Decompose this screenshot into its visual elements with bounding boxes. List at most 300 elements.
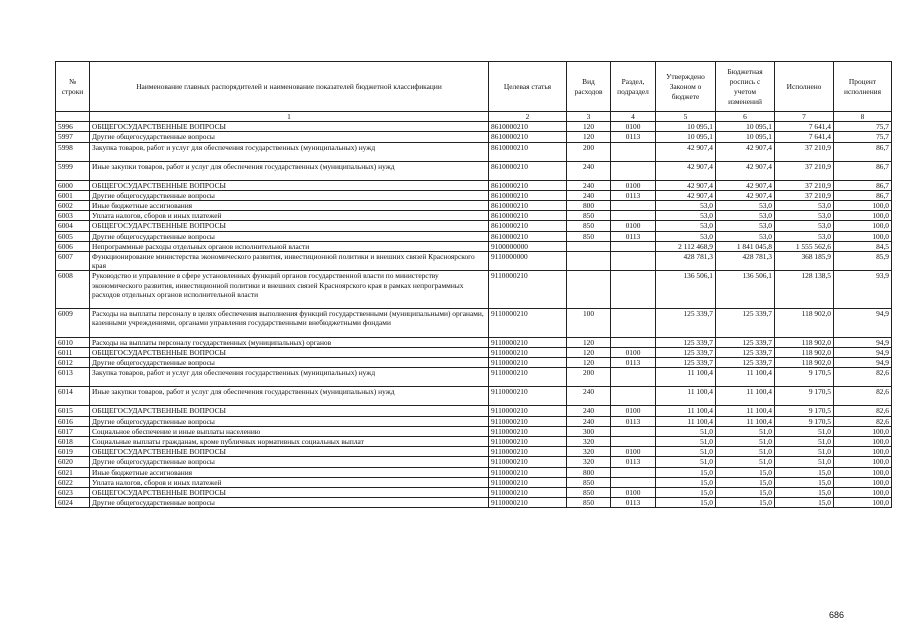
row-name: Расходы на выплаты персоналу государственных (муниципальных) органов bbox=[90, 337, 489, 347]
row-budget-schedule: 53,0 bbox=[716, 211, 775, 221]
row-section: 0100 bbox=[611, 180, 656, 190]
row-expense-type bbox=[567, 271, 611, 309]
row-section bbox=[611, 252, 656, 271]
row-expense-type: 320 bbox=[567, 437, 611, 447]
table-row bbox=[56, 161, 892, 180]
row-executed: 118 902,0 bbox=[775, 358, 834, 368]
header-section: Раздел, подраздел bbox=[611, 62, 656, 112]
page-number: 686 bbox=[829, 610, 845, 620]
row-approved: 125 339,7 bbox=[656, 309, 716, 338]
row-name: Иные бюджетные ассигнования bbox=[90, 467, 489, 477]
row-number: 6003 bbox=[56, 211, 90, 221]
row-expense-type: 120 bbox=[567, 132, 611, 142]
row-number: 6007 bbox=[56, 252, 90, 271]
row-executed: 9 170,5 bbox=[775, 368, 834, 387]
row-name: Иные бюджетные ассигнования bbox=[90, 201, 489, 211]
table-row bbox=[56, 142, 892, 161]
column-number: 4 bbox=[611, 112, 656, 122]
row-section: 0100 bbox=[611, 406, 656, 416]
row-budget-schedule: 42 907,4 bbox=[716, 161, 775, 180]
row-executed: 118 902,0 bbox=[775, 309, 834, 338]
row-target-article: 9100000000 bbox=[489, 241, 567, 251]
row-percent: 86,7 bbox=[834, 142, 892, 161]
row-budget-schedule: 42 907,4 bbox=[716, 180, 775, 190]
row-section: 0113 bbox=[611, 498, 656, 508]
header-budget-schedule: Бюджетная роспись с учетом изменений bbox=[716, 62, 775, 112]
row-number: 5999 bbox=[56, 161, 90, 180]
row-name: Закупка товаров, работ и услуг для обеспечения государственных (муниципальных) нужд bbox=[90, 368, 489, 387]
row-approved: 2 112 468,9 bbox=[656, 241, 716, 251]
row-target-article: 9110000210 bbox=[489, 406, 567, 416]
row-expense-type: 120 bbox=[567, 122, 611, 132]
row-executed: 37 210,9 bbox=[775, 142, 834, 161]
row-name: Иные закупки товаров, работ и услуг для обеспечения государственных (муниципальных) нужд bbox=[90, 387, 489, 406]
row-approved: 428 781,3 bbox=[656, 252, 716, 271]
row-budget-schedule: 11 100,4 bbox=[716, 368, 775, 387]
row-name: Иные закупки товаров, работ и услуг для обеспечения государственных (муниципальных) нужд bbox=[90, 161, 489, 180]
row-number: 6017 bbox=[56, 426, 90, 436]
row-budget-schedule: 51,0 bbox=[716, 426, 775, 436]
table-row bbox=[56, 387, 892, 406]
row-target-article: 9110000210 bbox=[489, 271, 567, 309]
row-percent: 100,0 bbox=[834, 467, 892, 477]
row-executed: 53,0 bbox=[775, 221, 834, 231]
table-row bbox=[56, 498, 892, 508]
row-approved: 53,0 bbox=[656, 231, 716, 241]
table-row bbox=[56, 406, 892, 416]
row-executed: 118 902,0 bbox=[775, 348, 834, 358]
row-percent: 84,5 bbox=[834, 241, 892, 251]
row-expense-type: 240 bbox=[567, 416, 611, 426]
row-expense-type: 200 bbox=[567, 142, 611, 161]
row-budget-schedule: 10 095,1 bbox=[716, 132, 775, 142]
row-executed: 37 210,9 bbox=[775, 190, 834, 200]
row-executed: 15,0 bbox=[775, 477, 834, 487]
row-expense-type: 240 bbox=[567, 387, 611, 406]
row-percent: 100,0 bbox=[834, 437, 892, 447]
row-target-article: 8610000210 bbox=[489, 132, 567, 142]
row-section bbox=[611, 211, 656, 221]
row-approved: 53,0 bbox=[656, 221, 716, 231]
row-executed: 128 138,5 bbox=[775, 271, 834, 309]
row-expense-type: 240 bbox=[567, 161, 611, 180]
row-target-article: 9110000210 bbox=[489, 309, 567, 338]
row-percent: 100,0 bbox=[834, 231, 892, 241]
header-executed: Исполнено bbox=[775, 62, 834, 112]
table-row bbox=[56, 467, 892, 477]
row-budget-schedule: 11 100,4 bbox=[716, 406, 775, 416]
row-expense-type: 240 bbox=[567, 180, 611, 190]
row-section: 0113 bbox=[611, 132, 656, 142]
row-number: 6010 bbox=[56, 337, 90, 347]
row-name: Руководство и управление в сфере установленных функций органов государственной власти по министерству экономического развития, инвестиционной политики и внешних связей Красноярского края в рамках непрограммных расходов отдельных органов исполнительной власти bbox=[90, 271, 489, 309]
row-approved: 11 100,4 bbox=[656, 368, 716, 387]
row-number: 6001 bbox=[56, 190, 90, 200]
row-number: 6011 bbox=[56, 348, 90, 358]
row-budget-schedule: 51,0 bbox=[716, 437, 775, 447]
row-budget-schedule: 51,0 bbox=[716, 457, 775, 467]
row-name: Расходы на выплаты персоналу в целях обеспечения выполнения функций государственными (муниципальными) органами, казенными учреждениями, органами управления государственными внебюджетными фондами bbox=[90, 309, 489, 338]
row-name: ОБЩЕГОСУДАРСТВЕННЫЕ ВОПРОСЫ bbox=[90, 348, 489, 358]
row-budget-schedule: 136 506,1 bbox=[716, 271, 775, 309]
row-expense-type bbox=[567, 241, 611, 251]
row-section: 0113 bbox=[611, 457, 656, 467]
row-percent: 100,0 bbox=[834, 211, 892, 221]
table-row bbox=[56, 368, 892, 387]
row-expense-type: 800 bbox=[567, 467, 611, 477]
row-number: 6024 bbox=[56, 498, 90, 508]
row-section: 0100 bbox=[611, 488, 656, 498]
row-section bbox=[611, 368, 656, 387]
row-percent: 100,0 bbox=[834, 457, 892, 467]
row-section: 0100 bbox=[611, 348, 656, 358]
row-number: 6023 bbox=[56, 488, 90, 498]
table-row bbox=[56, 358, 892, 368]
table-row bbox=[56, 132, 892, 142]
row-target-article: 9110000210 bbox=[489, 387, 567, 406]
table-row bbox=[56, 457, 892, 467]
row-approved: 42 907,4 bbox=[656, 180, 716, 190]
row-target-article: 9110000210 bbox=[489, 498, 567, 508]
row-section bbox=[611, 241, 656, 251]
row-approved: 15,0 bbox=[656, 477, 716, 487]
row-approved: 10 095,1 bbox=[656, 132, 716, 142]
row-target-article: 9110000210 bbox=[489, 488, 567, 498]
row-name: ОБЩЕГОСУДАРСТВЕННЫЕ ВОПРОСЫ bbox=[90, 447, 489, 457]
row-percent: 86,7 bbox=[834, 190, 892, 200]
row-approved: 53,0 bbox=[656, 201, 716, 211]
row-target-article: 8610000210 bbox=[489, 161, 567, 180]
row-number: 6006 bbox=[56, 241, 90, 251]
row-executed: 15,0 bbox=[775, 488, 834, 498]
row-section: 0113 bbox=[611, 190, 656, 200]
row-approved: 11 100,4 bbox=[656, 416, 716, 426]
row-budget-schedule: 125 339,7 bbox=[716, 337, 775, 347]
row-target-article: 9110000210 bbox=[489, 447, 567, 457]
table-row bbox=[56, 271, 892, 309]
row-budget-schedule: 428 781,3 bbox=[716, 252, 775, 271]
row-percent: 86,7 bbox=[834, 161, 892, 180]
row-name: Уплата налогов, сборов и иных платежей bbox=[90, 477, 489, 487]
row-budget-schedule: 15,0 bbox=[716, 498, 775, 508]
row-budget-schedule: 53,0 bbox=[716, 201, 775, 211]
row-target-article: 9110000210 bbox=[489, 426, 567, 436]
column-number: 1 bbox=[90, 112, 489, 122]
row-percent: 100,0 bbox=[834, 447, 892, 457]
row-section bbox=[611, 142, 656, 161]
row-number: 6015 bbox=[56, 406, 90, 416]
row-budget-schedule: 125 339,7 bbox=[716, 348, 775, 358]
table-row bbox=[56, 190, 892, 200]
column-number: 7 bbox=[775, 112, 834, 122]
row-executed: 9 170,5 bbox=[775, 416, 834, 426]
row-executed: 51,0 bbox=[775, 426, 834, 436]
row-executed: 15,0 bbox=[775, 498, 834, 508]
row-budget-schedule: 53,0 bbox=[716, 221, 775, 231]
row-approved: 15,0 bbox=[656, 498, 716, 508]
row-number: 6013 bbox=[56, 368, 90, 387]
row-budget-schedule: 1 841 045,8 bbox=[716, 241, 775, 251]
row-percent: 93,9 bbox=[834, 271, 892, 309]
row-section bbox=[611, 437, 656, 447]
table-row bbox=[56, 426, 892, 436]
row-percent: 94,9 bbox=[834, 337, 892, 347]
row-budget-schedule: 51,0 bbox=[716, 447, 775, 457]
row-percent: 100,0 bbox=[834, 477, 892, 487]
row-executed: 37 210,9 bbox=[775, 161, 834, 180]
row-number: 6014 bbox=[56, 387, 90, 406]
column-number: 8 bbox=[834, 112, 892, 122]
row-executed: 51,0 bbox=[775, 457, 834, 467]
table-row bbox=[56, 180, 892, 190]
row-name: ОБЩЕГОСУДАРСТВЕННЫЕ ВОПРОСЫ bbox=[90, 122, 489, 132]
row-target-article: 8610000210 bbox=[489, 201, 567, 211]
row-expense-type: 300 bbox=[567, 426, 611, 436]
row-approved: 51,0 bbox=[656, 457, 716, 467]
row-budget-schedule: 10 095,1 bbox=[716, 122, 775, 132]
row-target-article: 8610000210 bbox=[489, 180, 567, 190]
row-percent: 94,9 bbox=[834, 309, 892, 338]
table-row bbox=[56, 477, 892, 487]
row-target-article: 8610000210 bbox=[489, 231, 567, 241]
row-section: 0100 bbox=[611, 122, 656, 132]
row-executed: 9 170,5 bbox=[775, 406, 834, 416]
row-executed: 7 641,4 bbox=[775, 132, 834, 142]
row-executed: 9 170,5 bbox=[775, 387, 834, 406]
row-section bbox=[611, 426, 656, 436]
row-budget-schedule: 11 100,4 bbox=[716, 416, 775, 426]
column-number: 6 bbox=[716, 112, 775, 122]
table-row bbox=[56, 447, 892, 457]
header-approved: Утверждено Законом о бюджете bbox=[656, 62, 716, 112]
table-row bbox=[56, 241, 892, 251]
table-row bbox=[56, 231, 892, 241]
row-name: Другие общегосударственные вопросы bbox=[90, 132, 489, 142]
row-section bbox=[611, 387, 656, 406]
row-executed: 51,0 bbox=[775, 447, 834, 457]
row-name: Другие общегосударственные вопросы bbox=[90, 457, 489, 467]
table-row bbox=[56, 252, 892, 271]
column-number: 3 bbox=[567, 112, 611, 122]
row-expense-type: 850 bbox=[567, 221, 611, 231]
table-row bbox=[56, 201, 892, 211]
row-expense-type: 120 bbox=[567, 348, 611, 358]
row-target-article: 9110000210 bbox=[489, 348, 567, 358]
row-number: 6019 bbox=[56, 447, 90, 457]
row-expense-type: 240 bbox=[567, 190, 611, 200]
row-percent: 85,9 bbox=[834, 252, 892, 271]
row-section: 0113 bbox=[611, 231, 656, 241]
row-executed: 51,0 bbox=[775, 437, 834, 447]
row-approved: 125 339,7 bbox=[656, 337, 716, 347]
row-executed: 53,0 bbox=[775, 211, 834, 221]
table-row bbox=[56, 309, 892, 338]
row-number: 6018 bbox=[56, 437, 90, 447]
row-percent: 100,0 bbox=[834, 498, 892, 508]
row-name: ОБЩЕГОСУДАРСТВЕННЫЕ ВОПРОСЫ bbox=[90, 221, 489, 231]
row-number: 6020 bbox=[56, 457, 90, 467]
table-row bbox=[56, 337, 892, 347]
row-percent: 82,6 bbox=[834, 416, 892, 426]
row-target-article: 8610000210 bbox=[489, 211, 567, 221]
row-section bbox=[611, 161, 656, 180]
row-approved: 125 339,7 bbox=[656, 348, 716, 358]
row-target-article: 9110000210 bbox=[489, 467, 567, 477]
row-number: 6009 bbox=[56, 309, 90, 338]
row-executed: 53,0 bbox=[775, 231, 834, 241]
row-approved: 53,0 bbox=[656, 211, 716, 221]
row-executed: 37 210,9 bbox=[775, 180, 834, 190]
header-expense-type: Вид расходов bbox=[567, 62, 611, 112]
budget-table bbox=[55, 61, 892, 508]
row-percent: 82,6 bbox=[834, 387, 892, 406]
row-executed: 368 185,9 bbox=[775, 252, 834, 271]
row-target-article: 8610000210 bbox=[489, 221, 567, 231]
row-section bbox=[611, 201, 656, 211]
row-expense-type: 850 bbox=[567, 477, 611, 487]
row-percent: 82,6 bbox=[834, 406, 892, 416]
row-percent: 100,0 bbox=[834, 488, 892, 498]
row-number: 6022 bbox=[56, 477, 90, 487]
row-section: 0113 bbox=[611, 416, 656, 426]
row-section bbox=[611, 477, 656, 487]
row-section bbox=[611, 309, 656, 338]
row-executed: 15,0 bbox=[775, 467, 834, 477]
row-section bbox=[611, 271, 656, 309]
row-name: ОБЩЕГОСУДАРСТВЕННЫЕ ВОПРОСЫ bbox=[90, 406, 489, 416]
row-target-article: 9110000210 bbox=[489, 337, 567, 347]
row-number: 5997 bbox=[56, 132, 90, 142]
row-approved: 15,0 bbox=[656, 467, 716, 477]
row-expense-type: 800 bbox=[567, 201, 611, 211]
row-expense-type: 240 bbox=[567, 406, 611, 416]
header-percent: Процент исполнения bbox=[834, 62, 892, 112]
table-row bbox=[56, 437, 892, 447]
row-executed: 7 641,4 bbox=[775, 122, 834, 132]
row-target-article: 9110000210 bbox=[489, 416, 567, 426]
row-expense-type: 120 bbox=[567, 337, 611, 347]
table-row bbox=[56, 122, 892, 132]
row-expense-type: 850 bbox=[567, 231, 611, 241]
column-numbers-row bbox=[56, 112, 892, 122]
row-target-article: 9110000210 bbox=[489, 358, 567, 368]
header-target-article: Целевая статья bbox=[489, 62, 567, 112]
row-expense-type: 850 bbox=[567, 211, 611, 221]
row-budget-schedule: 125 339,7 bbox=[716, 358, 775, 368]
row-target-article: 9110000210 bbox=[489, 368, 567, 387]
row-name: ОБЩЕГОСУДАРСТВЕННЫЕ ВОПРОСЫ bbox=[90, 488, 489, 498]
row-number: 6012 bbox=[56, 358, 90, 368]
row-number: 6021 bbox=[56, 467, 90, 477]
row-number: 6002 bbox=[56, 201, 90, 211]
row-approved: 11 100,4 bbox=[656, 406, 716, 416]
row-approved: 42 907,4 bbox=[656, 161, 716, 180]
row-target-article: 9110000000 bbox=[489, 252, 567, 271]
row-name: Социальное обеспечение и иные выплаты населению bbox=[90, 426, 489, 436]
row-approved: 125 339,7 bbox=[656, 358, 716, 368]
row-expense-type bbox=[567, 252, 611, 271]
row-number: 6004 bbox=[56, 221, 90, 231]
row-expense-type: 320 bbox=[567, 457, 611, 467]
row-executed: 53,0 bbox=[775, 201, 834, 211]
row-expense-type: 120 bbox=[567, 358, 611, 368]
row-approved: 11 100,4 bbox=[656, 387, 716, 406]
row-expense-type: 850 bbox=[567, 488, 611, 498]
table-row bbox=[56, 348, 892, 358]
table-header bbox=[56, 62, 892, 112]
row-expense-type: 320 bbox=[567, 447, 611, 457]
row-approved: 51,0 bbox=[656, 426, 716, 436]
row-name: Другие общегосударственные вопросы bbox=[90, 498, 489, 508]
row-section: 0100 bbox=[611, 221, 656, 231]
row-number: 6005 bbox=[56, 231, 90, 241]
row-budget-schedule: 42 907,4 bbox=[716, 190, 775, 200]
row-name: ОБЩЕГОСУДАРСТВЕННЫЕ ВОПРОСЫ bbox=[90, 180, 489, 190]
row-percent: 75,7 bbox=[834, 132, 892, 142]
row-budget-schedule: 125 339,7 bbox=[716, 309, 775, 338]
row-number: 6016 bbox=[56, 416, 90, 426]
row-approved: 15,0 bbox=[656, 488, 716, 498]
table-row bbox=[56, 488, 892, 498]
row-expense-type: 100 bbox=[567, 309, 611, 338]
row-expense-type: 200 bbox=[567, 368, 611, 387]
row-section: 0100 bbox=[611, 447, 656, 457]
row-name: Функционирование министерства экономического развития, инвестиционной политики и внешних связей Красноярского края bbox=[90, 252, 489, 271]
row-percent: 100,0 bbox=[834, 221, 892, 231]
row-approved: 10 095,1 bbox=[656, 122, 716, 132]
table-body bbox=[56, 112, 892, 508]
row-executed: 1 555 562,6 bbox=[775, 241, 834, 251]
column-number bbox=[56, 112, 90, 122]
row-number: 5996 bbox=[56, 122, 90, 132]
row-approved: 51,0 bbox=[656, 447, 716, 457]
row-target-article: 9110000210 bbox=[489, 457, 567, 467]
row-budget-schedule: 15,0 bbox=[716, 477, 775, 487]
column-number: 5 bbox=[656, 112, 716, 122]
row-number: 6000 bbox=[56, 180, 90, 190]
row-expense-type: 850 bbox=[567, 498, 611, 508]
row-percent: 82,6 bbox=[834, 368, 892, 387]
row-name: Непрограммные расходы отдельных органов исполнительной власти bbox=[90, 241, 489, 251]
row-section bbox=[611, 467, 656, 477]
row-target-article: 8610000210 bbox=[489, 122, 567, 132]
row-number: 6008 bbox=[56, 271, 90, 309]
row-percent: 94,9 bbox=[834, 358, 892, 368]
row-section: 0113 bbox=[611, 358, 656, 368]
row-name: Социальные выплаты гражданам, кроме публичных нормативных социальных выплат bbox=[90, 437, 489, 447]
row-approved: 42 907,4 bbox=[656, 142, 716, 161]
row-percent: 100,0 bbox=[834, 201, 892, 211]
row-name: Уплата налогов, сборов и иных платежей bbox=[90, 211, 489, 221]
table-row bbox=[56, 416, 892, 426]
row-section bbox=[611, 337, 656, 347]
table-row bbox=[56, 221, 892, 231]
row-target-article: 9110000210 bbox=[489, 437, 567, 447]
row-budget-schedule: 42 907,4 bbox=[716, 142, 775, 161]
row-target-article: 8610000210 bbox=[489, 190, 567, 200]
row-budget-schedule: 11 100,4 bbox=[716, 387, 775, 406]
row-percent: 86,7 bbox=[834, 180, 892, 190]
row-approved: 136 506,1 bbox=[656, 271, 716, 309]
row-approved: 51,0 bbox=[656, 437, 716, 447]
row-name: Закупка товаров, работ и услуг для обеспечения государственных (муниципальных) нужд bbox=[90, 142, 489, 161]
row-percent: 100,0 bbox=[834, 426, 892, 436]
row-executed: 118 902,0 bbox=[775, 337, 834, 347]
row-name: Другие общегосударственные вопросы bbox=[90, 358, 489, 368]
row-number: 5998 bbox=[56, 142, 90, 161]
row-budget-schedule: 53,0 bbox=[716, 231, 775, 241]
row-approved: 42 907,4 bbox=[656, 190, 716, 200]
